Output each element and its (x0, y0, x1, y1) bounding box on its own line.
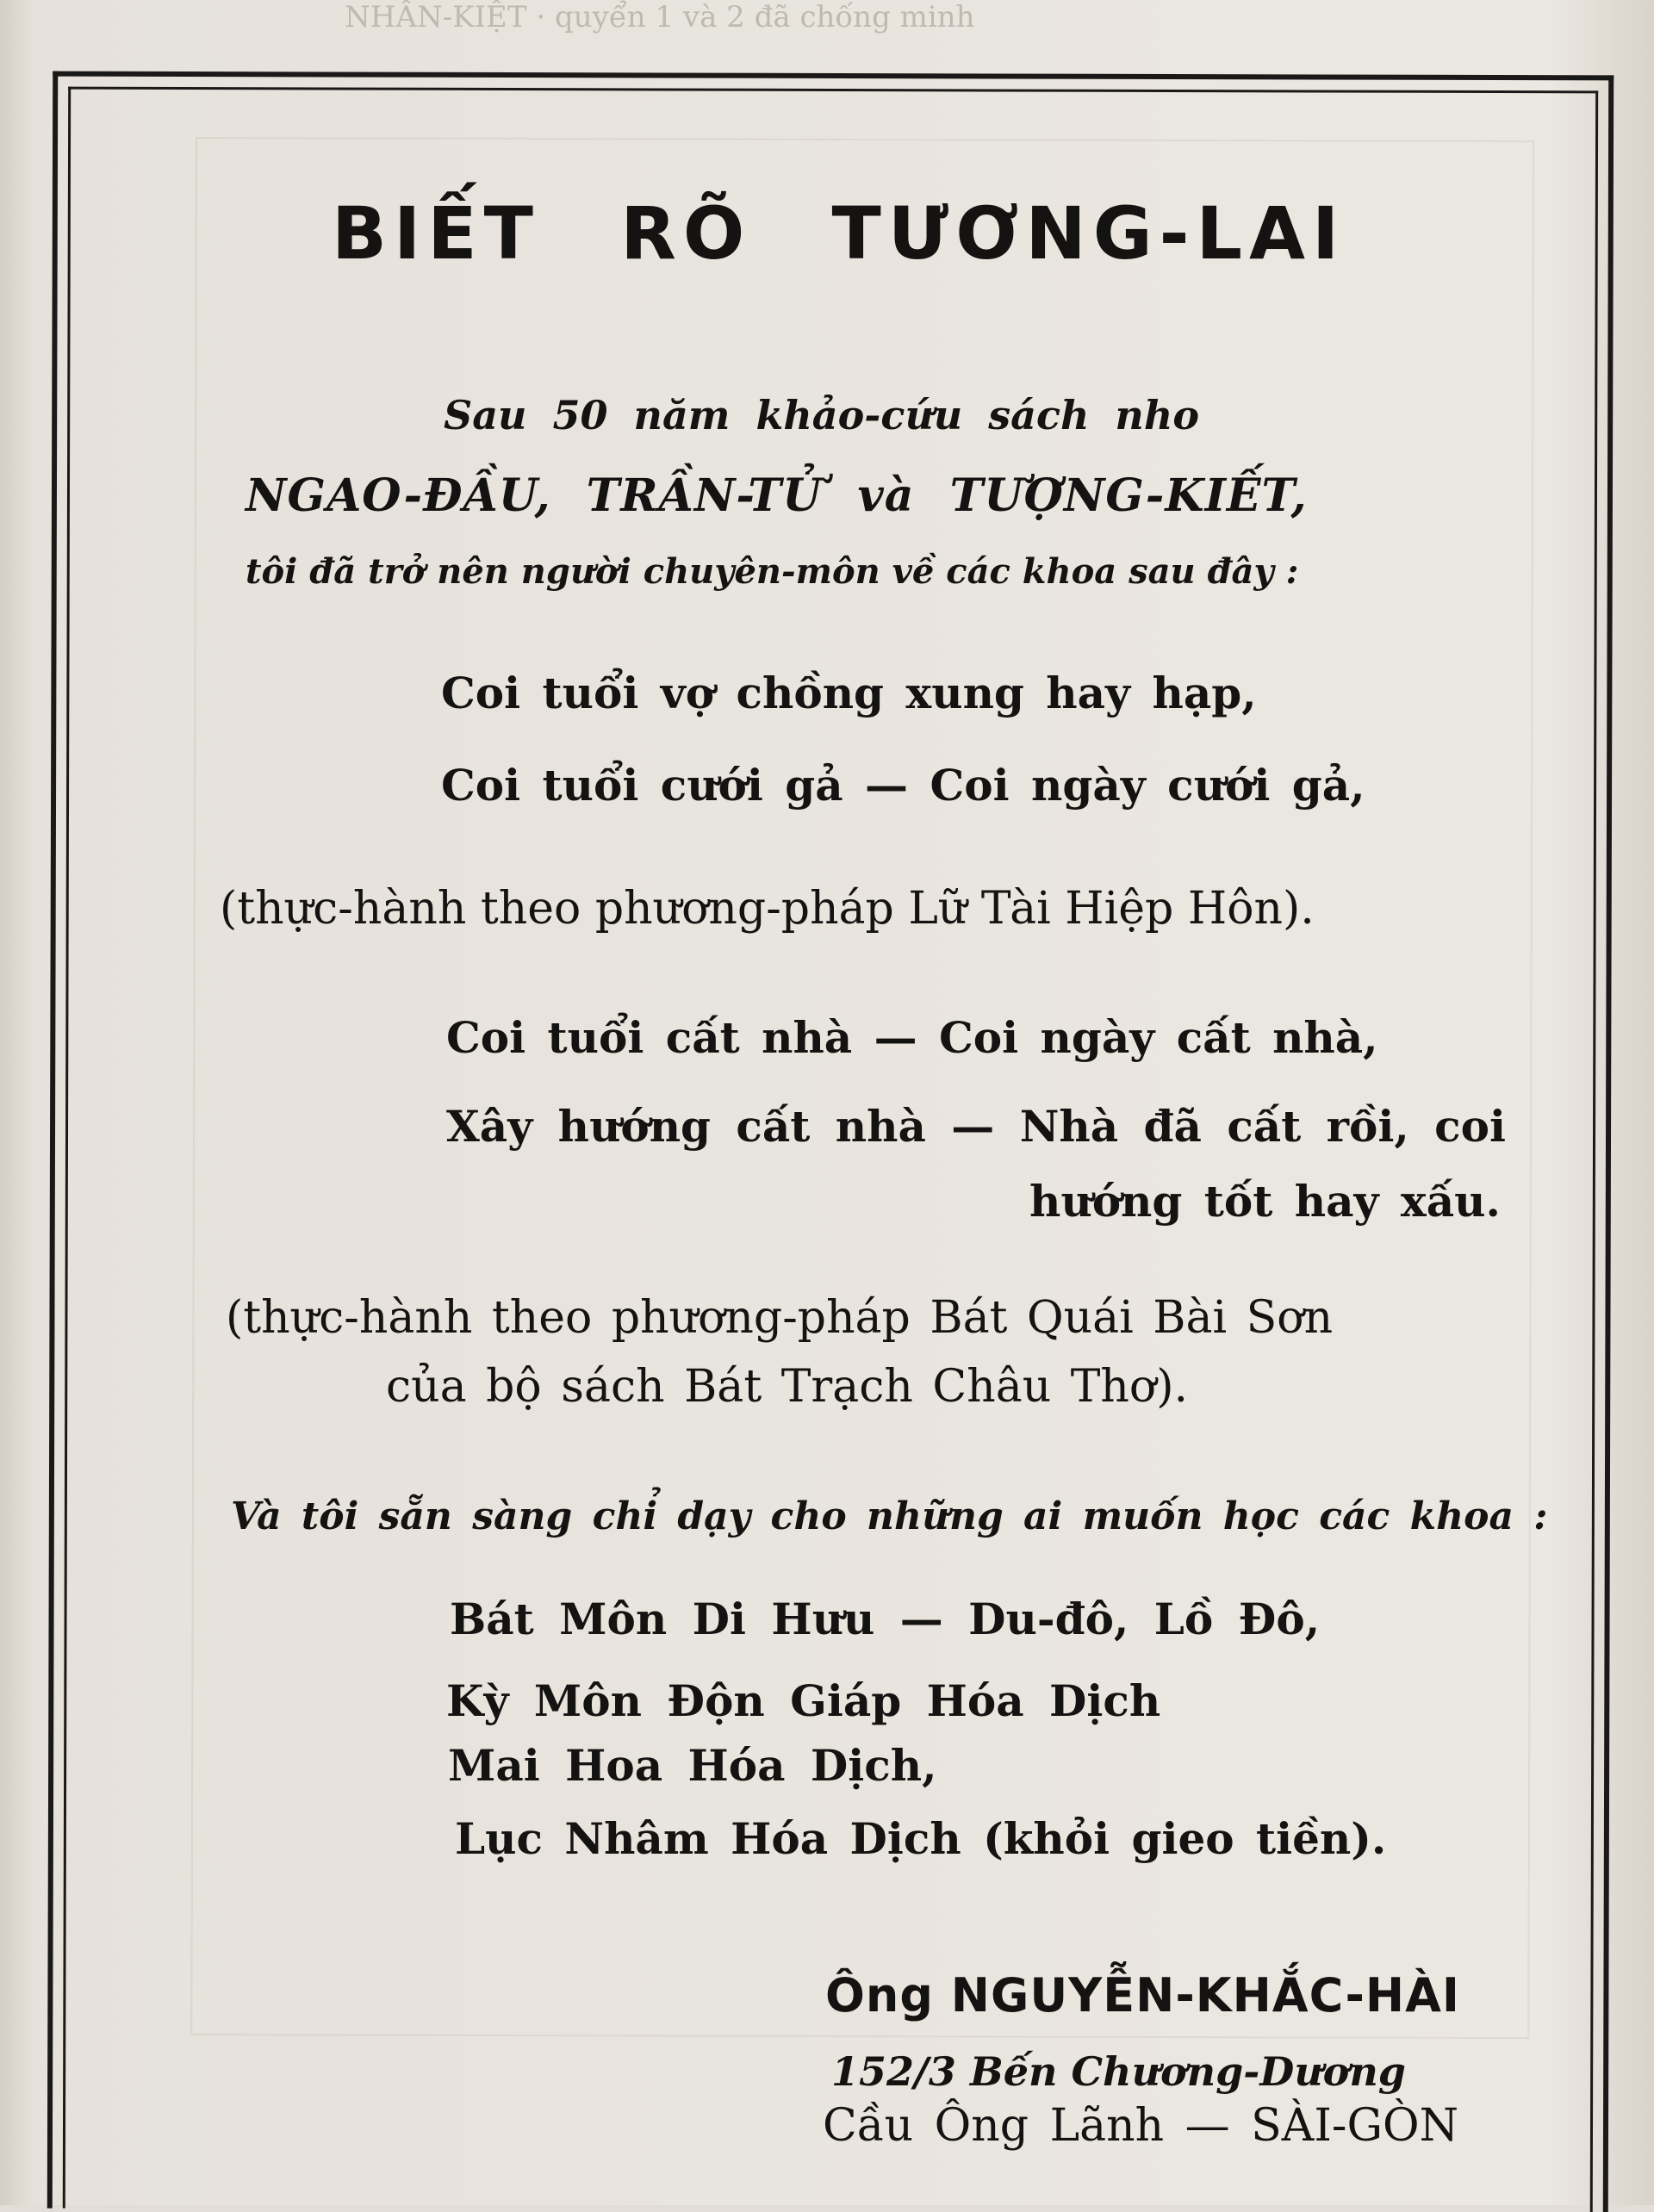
intro-line-3: tôi đã trở nên người chuyên-môn về các khoa sau đây : (246, 551, 1299, 592)
bleed-through-text: NHÂN-KIỆT · quyển 1 và 2 đã chống minh (345, 0, 975, 34)
service-line: Xây hướng cất nhà — Nhà đã cất rồi, coi (446, 1101, 1506, 1152)
address-line-1: 152/3 Bến Chương-Dương (831, 2048, 1406, 2095)
teaching-intro: Và tôi sẵn sàng chỉ dạy cho những ai muốn học các khoa : (231, 1494, 1548, 1538)
course-line: Kỳ Môn Độn Giáp Hóa Dịch (446, 1675, 1161, 1726)
ad-title: BIẾT RÕ TƯƠNG-LAI (332, 191, 1346, 276)
intro-line-1: Sau 50 năm khảo-cứu sách nho (444, 392, 1199, 438)
service-line: hướng tốt hay xấu. (1029, 1176, 1501, 1227)
intro-line-2: NGAO-ĐẦU, TRẦN-TỬ và TƯỢNG-KIẾT, (246, 469, 1308, 522)
method-note: (thực-hành theo phương-pháp Lữ Tài Hiệp Hôn). (220, 883, 1315, 935)
service-line: Coi tuổi vợ chồng xung hay hạp, (441, 668, 1257, 718)
service-line: Coi tuổi cất nhà — Coi ngày cất nhà, (446, 1012, 1378, 1063)
address-line-2: Cầu Ông Lãnh — SÀI-GÒN (823, 2100, 1459, 2152)
service-line: Coi tuổi cưới gả — Coi ngày cưới gả, (441, 760, 1365, 811)
method-note: của bộ sách Bát Trạch Châu Thơ). (386, 1361, 1189, 1413)
signature-name: Ông NGUYỄN-KHẮC-HÀI (825, 1968, 1460, 2022)
course-line: Mai Hoa Hóa Dịch, (448, 1740, 937, 1791)
course-line: Bát Môn Di Hưu — Du-đô, Lồ Đô, (450, 1594, 1321, 1644)
method-note: (thực-hành theo phương-pháp Bát Quái Bài Sơn (226, 1292, 1334, 1344)
course-line: Lục Nhâm Hóa Dịch (khỏi gieo tiền). (455, 1813, 1387, 1864)
